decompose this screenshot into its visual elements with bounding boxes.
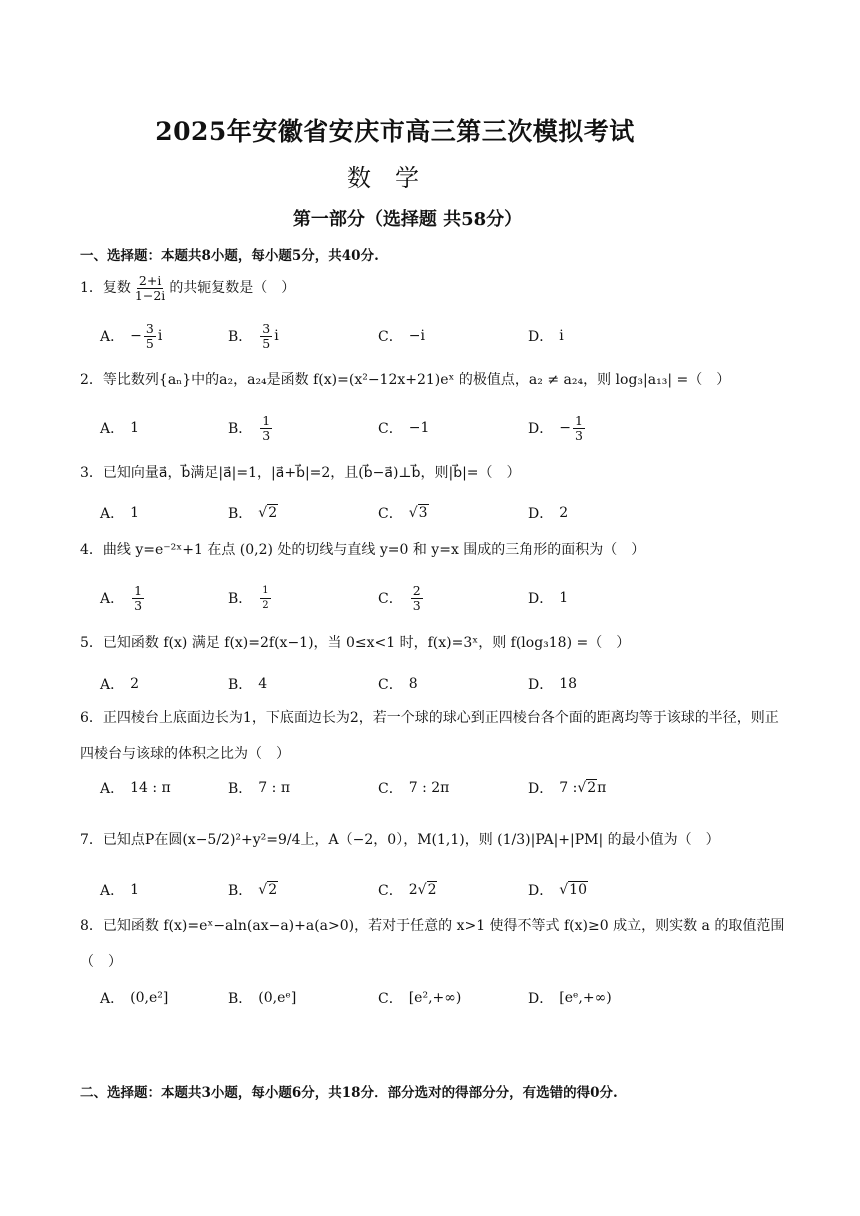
option-d[interactable]: D． − $\frac{1}{3}$ xyxy=(528,412,583,443)
options-q5 xyxy=(100,666,790,702)
option-d[interactable]: D． i xyxy=(528,328,564,345)
question-text: 已知函数 f(x) 满足 f(x)=2f(x−1)，当 0≤x<1 时，f(x)=3ˣ，则 f(log₃18) =（ ） xyxy=(102,635,631,651)
option-b[interactable]: B． $\frac{1}{3}$ xyxy=(228,412,271,443)
option-c[interactable]: C． −i xyxy=(378,328,425,345)
question-3 xyxy=(80,455,785,491)
option-a[interactable]: A． 2 xyxy=(100,676,140,693)
question-4 xyxy=(80,532,785,568)
option-d[interactable]: D． 2 xyxy=(528,505,569,522)
option-c[interactable]: C． 8 xyxy=(378,676,418,693)
question-text: 已知函数 f(x)=eˣ−aln(ax−a)+a(a>0)，若对于任意的 x>1 使得不等式 f(x)≥0 成立，则实数 a 的取值范围（ ） xyxy=(80,918,785,970)
question-2 xyxy=(80,362,785,398)
options-q7 xyxy=(100,872,790,908)
question-number: 5． xyxy=(80,635,103,651)
option-a[interactable]: A． $\frac{1}{3}$ xyxy=(100,582,143,613)
option-a[interactable]: A． (0,e²] xyxy=(100,990,169,1007)
question-number: 2． xyxy=(80,372,103,388)
part-heading: 第一部分（选择题 共58分） xyxy=(292,209,523,230)
options-q1 xyxy=(100,318,790,354)
option-b[interactable]: B． $\frac{3}{5}$ i xyxy=(228,320,279,351)
option-a[interactable]: A． 14 : π xyxy=(100,780,171,797)
question-text: 复数 xyxy=(102,280,131,296)
question-text: 曲线 y=e⁻²ˣ+1 在点 (0,2) 处的切线与直线 y=0 和 y=x 围成的三角形的面积为（ ） xyxy=(102,542,646,558)
option-d[interactable]: D． 18 xyxy=(528,676,578,693)
option-a[interactable]: A． 1 xyxy=(100,420,140,437)
option-d[interactable]: D． 1 xyxy=(528,590,569,607)
question-7 xyxy=(80,822,785,858)
options-q3 xyxy=(100,495,790,531)
question-number: 4． xyxy=(80,542,103,558)
question-number: 8． xyxy=(80,918,103,934)
question-text: 等比数列{aₙ}中的a₂，a₂₄是函数 f(x)=(x²−12x+21)eˣ 的极值点，a₂ ≠ a₂₄，则 log₃|a₁₃| =（ ） xyxy=(102,372,731,388)
options-q6 xyxy=(100,770,790,806)
options-q2 xyxy=(100,410,790,446)
section-2-heading: 二、选择题：本题共3小题，每小题6分，共18分．部分选对的得部分分，有选错的得0分. xyxy=(80,1085,618,1101)
option-d[interactable]: D． 7 : √2 π xyxy=(528,780,607,797)
option-d[interactable]: D． √10 xyxy=(528,882,587,899)
question-5 xyxy=(80,625,785,661)
option-c[interactable]: C． √3 xyxy=(378,505,428,522)
question-1 xyxy=(80,270,785,306)
fraction: $\frac{2+i}{1-2i}$ xyxy=(134,272,166,303)
option-b[interactable]: B． √2 xyxy=(228,882,278,899)
option-c[interactable]: C． 2 √2 xyxy=(378,882,437,899)
option-c[interactable]: C． 7 : 2π xyxy=(378,780,450,797)
option-a[interactable]: A． 1 xyxy=(100,505,140,522)
question-number: 7． xyxy=(80,832,103,848)
options-q4 xyxy=(100,580,790,616)
option-c[interactable]: C． −1 xyxy=(378,420,430,437)
option-b[interactable]: B． 4 xyxy=(228,676,268,693)
subject-title: 数学 xyxy=(347,164,443,192)
question-number: 6． xyxy=(80,710,103,726)
question-text: 正四棱台上底面边长为1，下底面边长为2，若一个球的球心到正四棱台各个面的距离均等于该球的半径，则正四棱台与该球的体积之比为（ ） xyxy=(80,710,779,762)
option-c[interactable]: C． [e²,+∞) xyxy=(378,990,462,1007)
option-d[interactable]: D． [eᵉ,+∞) xyxy=(528,990,612,1007)
question-text: 的共轭复数是（ ） xyxy=(169,280,296,296)
option-a[interactable]: A． − $\frac{3}{5}$ i xyxy=(100,320,163,351)
option-b[interactable]: B． (0,eᵉ] xyxy=(228,990,297,1007)
question-text: 已知点P在圆(x−5/2)²+y²=9/4上，A（−2，0），M(1,1)，则 (1/3)|PA|+|PM| 的最小值为（ ） xyxy=(102,832,720,848)
question-number: 3． xyxy=(80,465,103,481)
exam-title: 2025年安徽省安庆市高三第三次模拟考试 xyxy=(155,117,635,146)
question-number: 1． xyxy=(80,280,103,296)
option-c[interactable]: C． $\frac{2}{3}$ xyxy=(378,582,421,613)
option-b[interactable]: B． √2 xyxy=(228,505,278,522)
option-b[interactable]: B． $\frac{1}{2}$ xyxy=(228,584,269,611)
option-a[interactable]: A． 1 xyxy=(100,882,140,899)
section-1-heading: 一、选择题：本题共8小题，每小题5分，共40分. xyxy=(80,248,379,264)
options-q8 xyxy=(100,980,790,1016)
question-8 xyxy=(80,908,785,980)
question-text: 已知向量a⃗，b⃗满足|a⃗|=1，|a⃗+b⃗|=2，且(b⃗−a⃗)⊥b⃗，则|b⃗|=（ ） xyxy=(102,465,521,481)
question-6 xyxy=(80,700,785,772)
option-b[interactable]: B． 7 : π xyxy=(228,780,291,797)
